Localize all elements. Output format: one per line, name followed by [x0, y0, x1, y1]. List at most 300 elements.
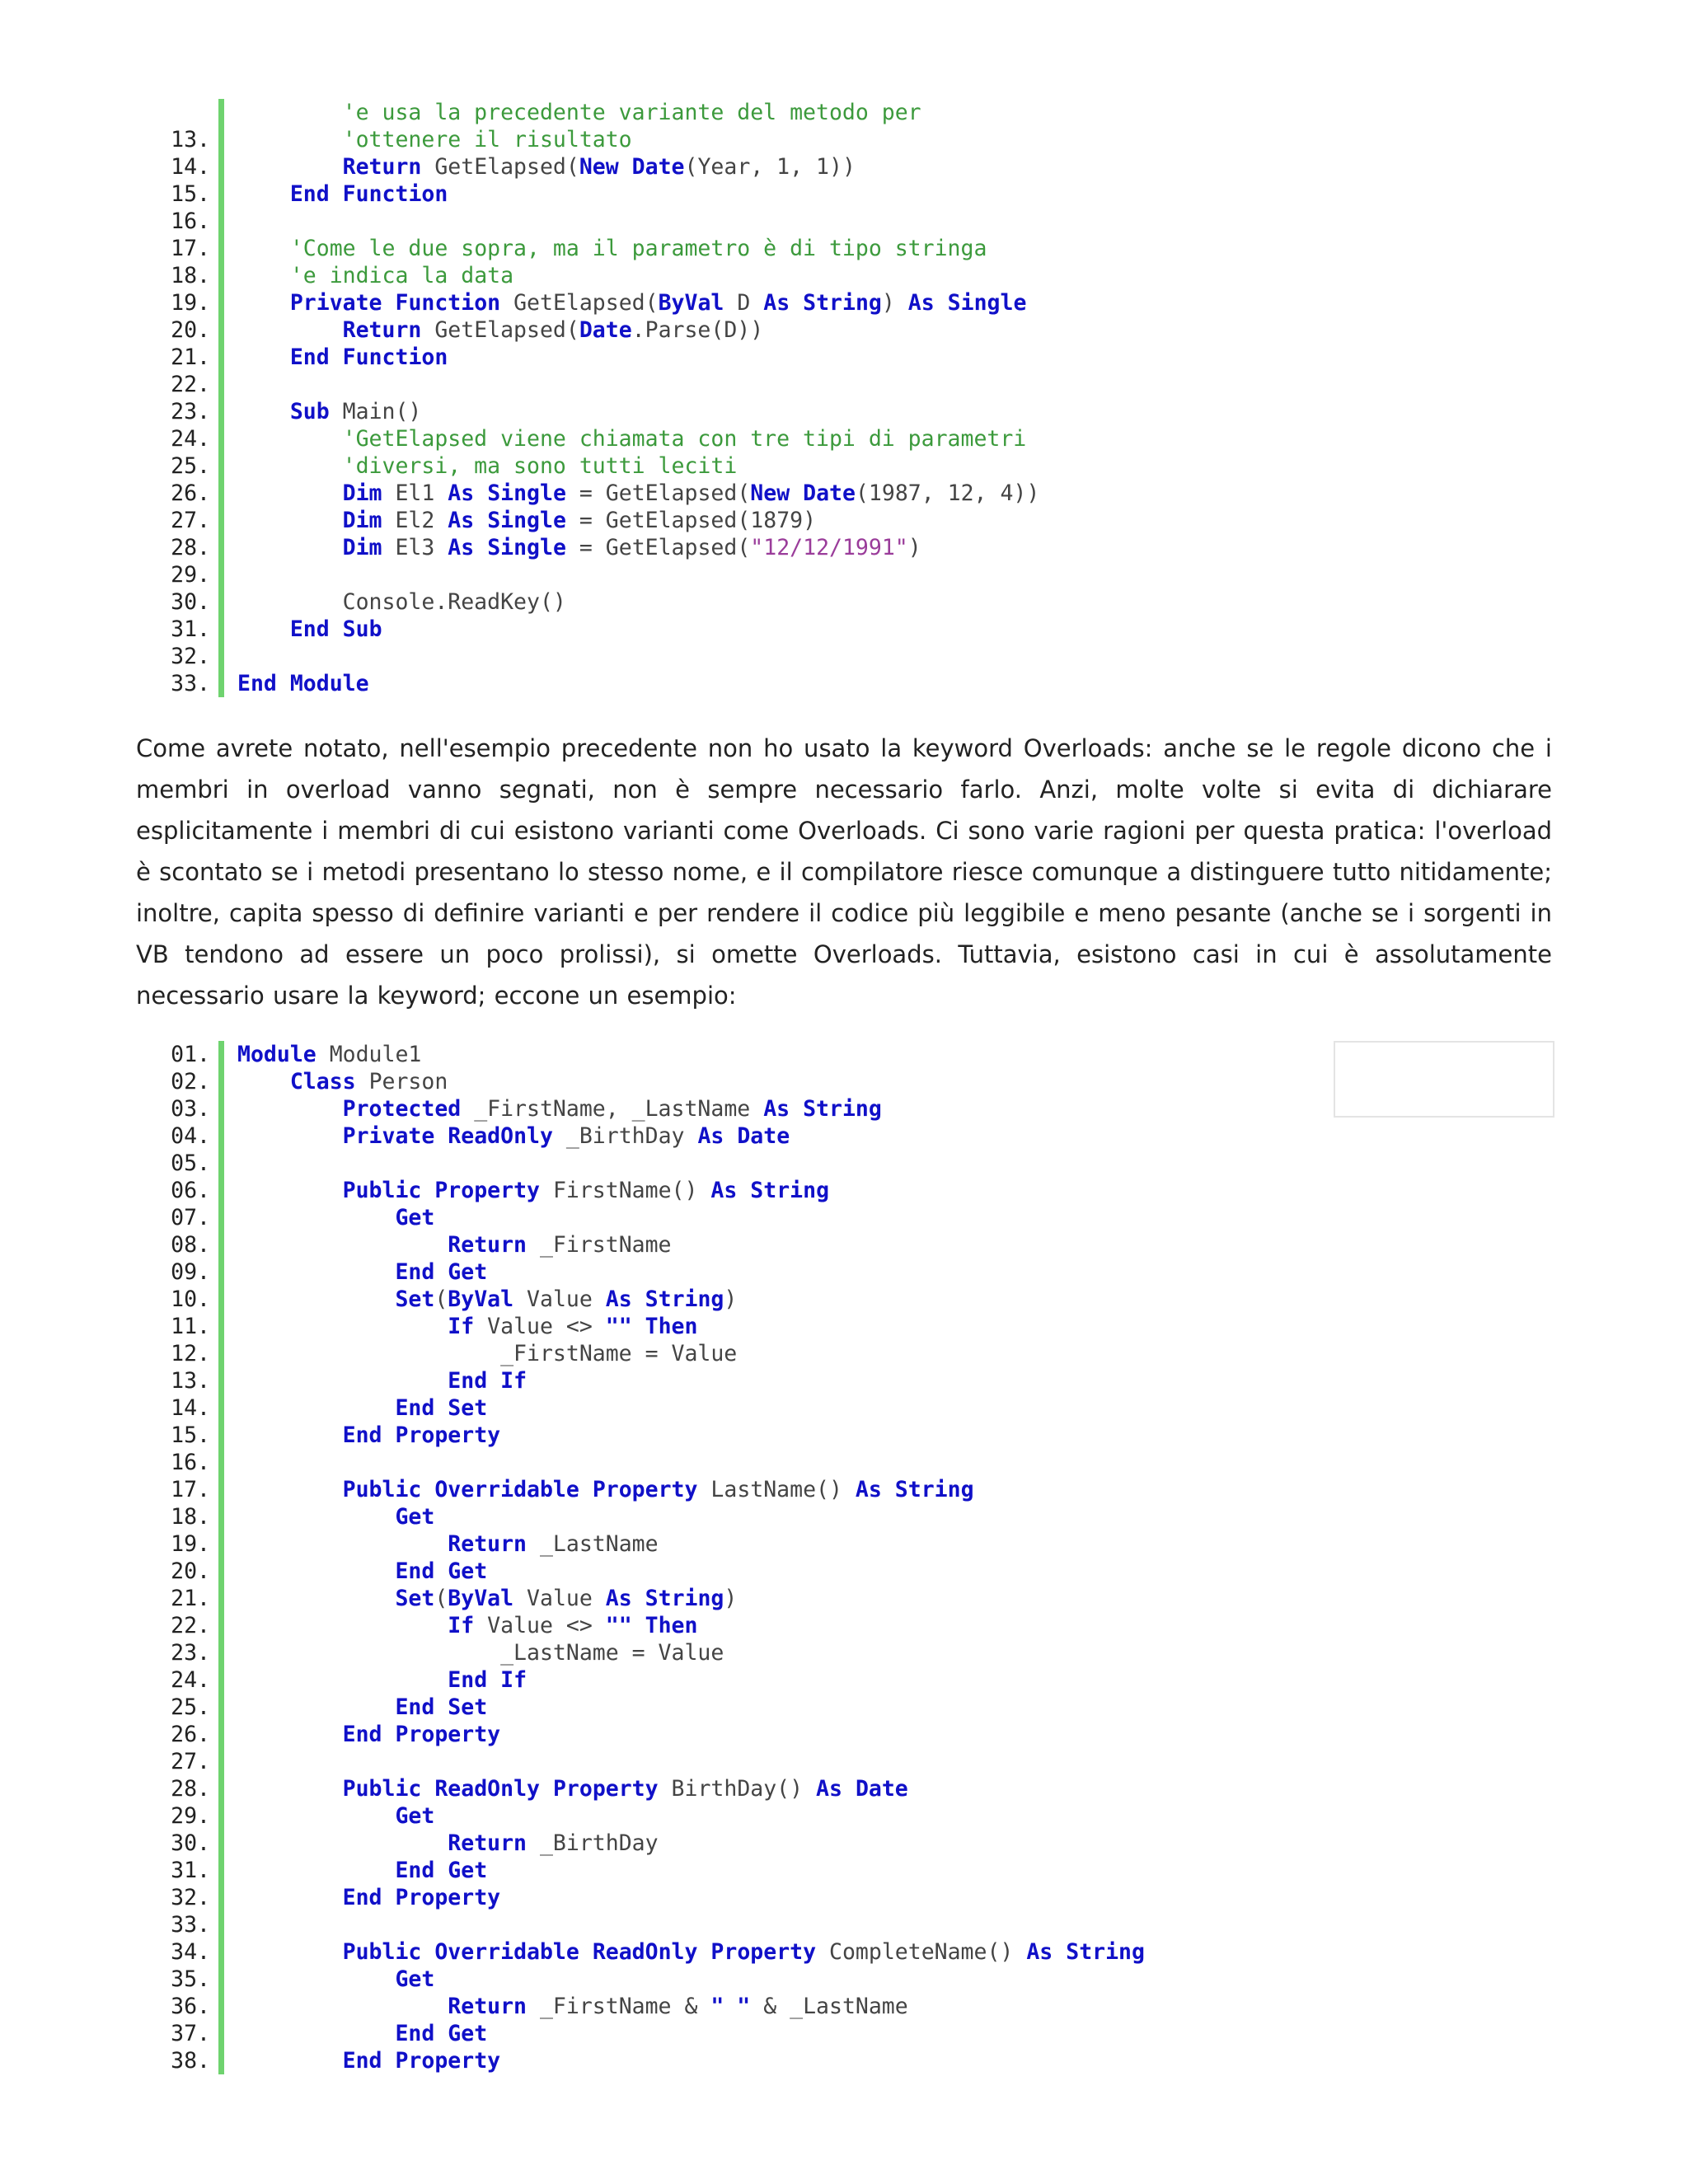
- code-plain: [237, 1558, 395, 1584]
- code-plain: _LastName = Value: [237, 1640, 724, 1666]
- code-comment: 'GetElapsed viene chiamata con tre tipi di parametri: [342, 426, 1027, 452]
- code-line: [134, 1884, 1371, 1911]
- code-plain: Value <>: [474, 1613, 606, 1638]
- line-number: 22.: [171, 372, 210, 397]
- line-number: 18.: [171, 263, 210, 288]
- line-number: 07.: [171, 1205, 210, 1230]
- line-number: 25.: [171, 453, 210, 479]
- code-keyword: String: [803, 290, 882, 316]
- code-text: [237, 2020, 487, 2047]
- code-plain: [237, 1314, 448, 1339]
- code-line: [134, 1530, 1371, 1558]
- code-line: [134, 1558, 1371, 1585]
- code-plain: [237, 263, 290, 288]
- code-block-1: [134, 99, 1371, 697]
- code-keyword: Set: [395, 1586, 435, 1611]
- code-keyword: Sub: [289, 399, 330, 424]
- line-number: 21.: [171, 1586, 210, 1611]
- code-text: [237, 670, 369, 697]
- code-keyword: Private: [289, 290, 382, 316]
- code-text: [237, 1231, 672, 1258]
- code-plain: [935, 290, 948, 316]
- code-line: [134, 262, 1371, 289]
- code-text: [237, 1068, 448, 1095]
- code-keyword: Return: [448, 1531, 528, 1557]
- code-keyword: As: [1026, 1939, 1053, 1965]
- code-line: [134, 1612, 1371, 1639]
- line-number: 27.: [171, 1749, 210, 1774]
- code-comment: 'ottenere il risultato: [342, 127, 632, 152]
- code-keyword: End: [395, 1558, 435, 1584]
- code-keyword: Dim: [342, 480, 382, 506]
- code-keyword: If: [500, 1368, 528, 1394]
- code-line: [134, 1122, 1371, 1150]
- code-plain: [237, 426, 343, 452]
- line-number: 17.: [171, 1477, 210, 1502]
- code-keyword: ByVal: [658, 290, 724, 316]
- code-text: [237, 1612, 697, 1639]
- code-keyword: Property: [552, 1776, 659, 1802]
- code-line: [134, 153, 1371, 180]
- code-plain: [579, 1939, 593, 1965]
- line-number: 01.: [171, 1042, 210, 1067]
- code-line: [134, 452, 1371, 480]
- code-keyword: Set: [448, 1694, 488, 1720]
- line-number: 22.: [171, 1613, 210, 1638]
- code-text: [237, 1966, 434, 1993]
- empty-frame: [1334, 1041, 1554, 1118]
- code-text: [237, 398, 421, 425]
- line-number: 27.: [171, 508, 210, 533]
- code-text: [237, 1530, 659, 1558]
- code-line: [134, 588, 1371, 616]
- code-plain: [330, 616, 343, 642]
- line-number: 11.: [171, 1314, 210, 1339]
- code-plain: [632, 1613, 645, 1638]
- code-keyword: Get: [448, 2021, 488, 2046]
- code-text: [237, 180, 448, 208]
- code-plain: & _LastName: [750, 1994, 908, 2019]
- line-number: 12.: [171, 1341, 210, 1366]
- code-keyword: ReadOnly: [434, 1776, 540, 1802]
- code-keyword: Single: [487, 480, 566, 506]
- line-number: 32.: [171, 1885, 210, 1910]
- code-plain: [237, 2021, 395, 2046]
- code-text: [237, 153, 856, 180]
- code-text: [237, 1476, 974, 1503]
- code-plain: [1053, 1939, 1066, 1965]
- code-line: [134, 507, 1371, 534]
- code-plain: [237, 1205, 395, 1230]
- code-text: [237, 425, 1026, 452]
- code-plain: [540, 1776, 553, 1802]
- code-plain: [237, 508, 343, 533]
- code-keyword: Return: [342, 154, 422, 180]
- code-line: [134, 1422, 1371, 1449]
- code-keyword: " ": [710, 1994, 751, 2019]
- code-line: [134, 616, 1371, 643]
- code-plain: Person: [355, 1069, 448, 1094]
- code-keyword: Function: [395, 290, 501, 316]
- code-plain: [421, 1939, 434, 1965]
- code-plain: [237, 1966, 395, 1992]
- code-text: [237, 588, 566, 616]
- code-plain: _BirthDay: [527, 1830, 659, 1856]
- code-line: [134, 1694, 1371, 1721]
- code-text: [237, 1938, 1145, 1966]
- code-text: [237, 1558, 487, 1585]
- line-number: 30.: [171, 1830, 210, 1856]
- code-line: [134, 1286, 1371, 1313]
- line-number: 23.: [171, 399, 210, 424]
- line-number: 21.: [171, 344, 210, 370]
- code-line: [134, 1721, 1371, 1748]
- code-plain: [330, 181, 343, 207]
- code-plain: [237, 453, 343, 479]
- code-plain: .Parse(D)): [631, 317, 764, 343]
- code-text: [237, 1775, 908, 1802]
- line-number: 19.: [171, 290, 210, 316]
- line-number: 10.: [171, 1286, 210, 1312]
- code-plain: [237, 1994, 448, 2019]
- code-line: [134, 1503, 1371, 1530]
- code-keyword: "": [605, 1314, 632, 1339]
- code-keyword: Module: [289, 671, 369, 696]
- code-text: [237, 1585, 737, 1612]
- code-plain: ): [724, 1586, 738, 1611]
- code-text: [237, 344, 448, 371]
- code-line: [134, 1068, 1371, 1095]
- code-text: [237, 1993, 908, 2020]
- line-number: 16.: [171, 1450, 210, 1475]
- line-number: 38.: [171, 2048, 210, 2074]
- code-keyword: String: [750, 1178, 830, 1203]
- code-plain: ): [724, 1286, 738, 1312]
- code-plain: [474, 480, 487, 506]
- line-number: 15.: [171, 181, 210, 207]
- code-keyword: Date: [579, 317, 632, 343]
- code-keyword: Return: [342, 317, 422, 343]
- code-plain: Module1: [316, 1042, 422, 1067]
- code-text: [237, 534, 921, 561]
- code-keyword: Public: [342, 1178, 422, 1203]
- code-keyword: End: [395, 1395, 435, 1421]
- code-keyword: If: [448, 1314, 475, 1339]
- code-plain: BirthDay(): [658, 1776, 817, 1802]
- code-plain: [632, 1314, 645, 1339]
- code-plain: [434, 1558, 448, 1584]
- code-line: [134, 398, 1371, 425]
- code-keyword: End: [395, 1694, 435, 1720]
- code-text: [237, 1503, 434, 1530]
- code-plain: [237, 1069, 290, 1094]
- code-plain: [237, 1776, 343, 1802]
- code-plain: [237, 236, 290, 261]
- code-plain: [237, 1613, 448, 1638]
- code-keyword: If: [500, 1667, 528, 1693]
- code-plain: [434, 1395, 448, 1421]
- code-line: [134, 1666, 1371, 1694]
- line-number: 08.: [171, 1232, 210, 1258]
- code-line: [134, 1394, 1371, 1422]
- code-keyword: End: [342, 2048, 382, 2074]
- code-keyword: Property: [434, 1178, 540, 1203]
- code-text: [237, 1367, 527, 1394]
- code-line: [134, 1830, 1371, 1857]
- code-keyword: As: [855, 1477, 882, 1502]
- code-plain: D: [724, 290, 764, 316]
- code-line: [134, 1802, 1371, 1830]
- code-plain: [237, 181, 290, 207]
- code-line: [134, 1775, 1371, 1802]
- code-plain: (Year, 1, 1)): [684, 154, 856, 180]
- code-plain: (: [434, 1286, 448, 1312]
- code-text: [237, 1802, 434, 1830]
- code-text: [237, 1313, 697, 1340]
- code-line: [134, 670, 1371, 697]
- line-number: 29.: [171, 562, 210, 588]
- code-line: [134, 1041, 1371, 1068]
- line-number: 26.: [171, 1722, 210, 1747]
- code-keyword: String: [803, 1096, 882, 1122]
- code-plain: [697, 1939, 710, 1965]
- code-plain: [237, 344, 290, 370]
- code-plain: [579, 1477, 593, 1502]
- line-number: 20.: [171, 1558, 210, 1584]
- code-keyword: String: [1066, 1939, 1145, 1965]
- code-keyword: Module: [237, 1042, 316, 1067]
- code-plain: [277, 671, 290, 696]
- code-plain: [842, 1776, 856, 1802]
- code-plain: _FirstName = Value: [237, 1341, 738, 1366]
- code-keyword: End: [395, 1259, 435, 1285]
- code-text: [237, 1394, 487, 1422]
- code-keyword: As: [763, 1096, 790, 1122]
- code-keyword: Public: [342, 1939, 422, 1965]
- code-plain: [724, 1123, 737, 1149]
- code-keyword: Get: [448, 1558, 488, 1584]
- line-number: 13.: [171, 1368, 210, 1394]
- line-number: 18.: [171, 1504, 210, 1530]
- code-plain: [237, 154, 343, 180]
- code-plain: [790, 480, 803, 506]
- code-keyword: Overridable: [434, 1477, 579, 1502]
- code-plain: Value: [513, 1586, 606, 1611]
- code-keyword: String: [645, 1586, 724, 1611]
- code-plain: GetElapsed(: [421, 317, 579, 343]
- code-text: [237, 452, 737, 480]
- code-keyword: As: [605, 1286, 632, 1312]
- code-line: [134, 344, 1371, 371]
- code-keyword: Date: [803, 480, 856, 506]
- line-number: 36.: [171, 1994, 210, 2019]
- code-line: [134, 1313, 1371, 1340]
- code-keyword: Property: [395, 1422, 501, 1448]
- code-plain: [237, 1586, 395, 1611]
- code-keyword: As: [763, 290, 790, 316]
- line-number: 26.: [171, 480, 210, 506]
- code-plain: _FirstName &: [527, 1994, 711, 2019]
- code-keyword: Property: [395, 1885, 501, 1910]
- line-number: 03.: [171, 1096, 210, 1122]
- code-keyword: Property: [710, 1939, 817, 1965]
- code-plain: [382, 1422, 396, 1448]
- code-line: [134, 1231, 1371, 1258]
- code-plain: [434, 1259, 448, 1285]
- code-keyword: String: [894, 1477, 974, 1502]
- code-keyword: End: [448, 1368, 488, 1394]
- code-keyword: ReadOnly: [592, 1939, 698, 1965]
- code-line: [134, 561, 1371, 588]
- code-line: [134, 1993, 1371, 2020]
- code-line: [134, 289, 1371, 316]
- code-plain: GetElapsed(: [500, 290, 659, 316]
- line-number: 28.: [171, 1776, 210, 1802]
- code-keyword: Dim: [342, 535, 382, 560]
- code-plain: [421, 1178, 434, 1203]
- line-number: 29.: [171, 1803, 210, 1829]
- code-plain: [434, 1123, 448, 1149]
- code-plain: [237, 1123, 343, 1149]
- code-plain: _FirstName, _LastName: [461, 1096, 764, 1122]
- code-plain: [237, 290, 290, 316]
- code-line: [134, 1938, 1371, 1966]
- code-plain: [237, 480, 343, 506]
- code-line: [134, 208, 1371, 235]
- code-line: [134, 235, 1371, 262]
- line-number: 15.: [171, 1422, 210, 1448]
- code-keyword: As: [605, 1586, 632, 1611]
- code-text: [237, 1340, 737, 1367]
- code-string: "12/12/1991": [750, 535, 908, 560]
- code-keyword: End: [289, 344, 330, 370]
- code-plain: [237, 1178, 343, 1203]
- code-line: [134, 2020, 1371, 2047]
- code-text: [237, 1694, 487, 1721]
- code-plain: [382, 290, 396, 316]
- line-number: 31.: [171, 616, 210, 642]
- code-keyword: As: [710, 1178, 738, 1203]
- code-comment: 'e indica la data: [289, 263, 514, 288]
- code-keyword: Public: [342, 1477, 422, 1502]
- code-keyword: Get: [448, 1858, 488, 1883]
- code-plain: = GetElapsed(: [565, 480, 751, 506]
- code-plain: [237, 399, 290, 424]
- code-keyword: End: [342, 1422, 382, 1448]
- code-line: [134, 1966, 1371, 1993]
- code-text: [237, 1857, 487, 1884]
- code-line: [134, 1748, 1371, 1775]
- line-number: 13.: [171, 127, 210, 152]
- line-number: 34.: [171, 1939, 210, 1965]
- code-plain: ): [907, 535, 921, 560]
- code-plain: [237, 1096, 343, 1122]
- code-text: [237, 99, 921, 126]
- code-plain: = GetElapsed(1879): [565, 508, 817, 533]
- code-plain: = GetElapsed(: [565, 535, 751, 560]
- code-plain: [790, 290, 803, 316]
- line-number: 33.: [171, 671, 210, 696]
- code-line: [134, 1340, 1371, 1367]
- code-keyword: Protected: [342, 1096, 462, 1122]
- code-line: [134, 371, 1371, 398]
- code-keyword: Then: [645, 1613, 698, 1638]
- code-keyword: Return: [448, 1994, 528, 2019]
- code-line: [134, 1258, 1371, 1286]
- code-keyword: New: [750, 480, 790, 506]
- code-text: [237, 1830, 659, 1857]
- line-number: 37.: [171, 2021, 210, 2046]
- line-number: 24.: [171, 1667, 210, 1693]
- code-line: [134, 1857, 1371, 1884]
- code-keyword: End: [395, 2021, 435, 2046]
- code-plain: [474, 535, 487, 560]
- code-plain: FirstName(): [539, 1178, 711, 1203]
- line-number: 30.: [171, 589, 210, 615]
- code-text: [237, 480, 1039, 507]
- code-keyword: ByVal: [448, 1586, 514, 1611]
- line-number: 23.: [171, 1640, 210, 1666]
- code-plain: _FirstName: [527, 1232, 672, 1258]
- line-number: 04.: [171, 1123, 210, 1149]
- code-line: [134, 1150, 1371, 1177]
- code-keyword: Property: [395, 2048, 501, 2074]
- code-plain: [382, 2048, 396, 2074]
- code-text: [237, 1639, 724, 1666]
- code-plain: [434, 1858, 448, 1883]
- code-line: [134, 1476, 1371, 1503]
- line-number: 32.: [171, 644, 210, 669]
- code-keyword: Date: [737, 1123, 790, 1149]
- code-keyword: ReadOnly: [448, 1123, 553, 1149]
- code-text: [237, 1041, 421, 1068]
- code-plain: [237, 1858, 395, 1883]
- code-text: [237, 507, 816, 534]
- code-plain: El3: [382, 535, 448, 560]
- code-plain: [237, 1477, 343, 1502]
- code-keyword: Sub: [342, 616, 382, 642]
- code-line: [134, 1911, 1371, 1938]
- code-plain: [237, 1803, 395, 1829]
- code-keyword: Date: [631, 154, 685, 180]
- code-keyword: Dim: [342, 508, 382, 533]
- code-keyword: End: [237, 671, 277, 696]
- code-keyword: If: [448, 1613, 475, 1638]
- code-keyword: New: [579, 154, 619, 180]
- line-number: 16.: [171, 209, 210, 234]
- code-plain: [237, 1722, 343, 1747]
- line-number: 17.: [171, 236, 210, 261]
- code-line: [134, 1585, 1371, 1612]
- code-keyword: Function: [342, 344, 448, 370]
- code-keyword: Date: [855, 1776, 908, 1802]
- code-keyword: Private: [342, 1123, 435, 1149]
- code-plain: [237, 127, 343, 152]
- code-plain: _LastName: [527, 1531, 659, 1557]
- code-comment: 'diversi, ma sono tutti leciti: [342, 453, 738, 479]
- line-number: 05.: [171, 1151, 210, 1176]
- code-keyword: Return: [448, 1830, 528, 1856]
- code-line: [134, 126, 1371, 153]
- code-keyword: As: [697, 1123, 724, 1149]
- body-paragraph: Come avrete notato, nell'esempio precedente non ho usato la keyword Overloads: anche se le regole dicono che i membri in overload vanno segnati, non è sempre necessario farlo. Anzi, molte volte si evita di dichiarare esplicitamente i membri di cui esistono varianti come Overloads. Ci sono varie ragioni per questa pratica: l'overload è scontato se i metodi presentano lo stesso nome, e il compilatore riesce comunque a distinguere tutto nitidamente; inoltre, capita spesso di definire varianti e per rendere il codice più leggibile e meno pesante (anche se i sorgenti in VB tendono ad essere un poco prolissi), si omette Overloads. Tuttavia, esistono casi in cui è assolutamente necessario usare la keyword; eccone un esempio:: [136, 734, 1552, 1010]
- code-keyword: Function: [342, 181, 448, 207]
- code-line: [134, 425, 1371, 452]
- code-keyword: Property: [592, 1477, 698, 1502]
- code-text: [237, 1204, 434, 1231]
- line-number: 35.: [171, 1966, 210, 1992]
- code-plain: [237, 1531, 448, 1557]
